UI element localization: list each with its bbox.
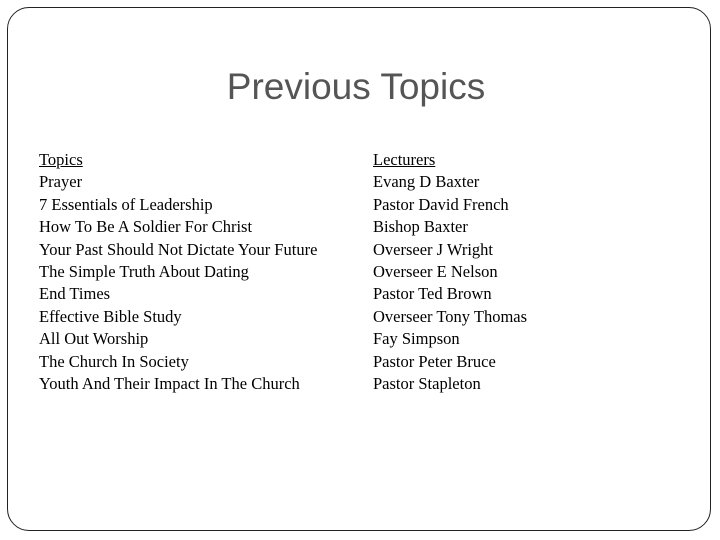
topic-item: End Times (39, 284, 111, 304)
topic-item: Effective Bible Study (39, 306, 182, 326)
topic-item: All Out Worship (39, 329, 149, 349)
topics-column (39, 149, 317, 395)
topic-item: The Simple Truth About Dating (39, 262, 249, 282)
lecturers-column (373, 149, 527, 395)
lecturer-item: Pastor Stapleton (373, 374, 481, 394)
topics-header: Topics (39, 150, 83, 169)
slide-title: Previous Topics (226, 66, 486, 107)
lecturer-item: Evang D Baxter (373, 172, 480, 192)
topic-item: The Church In Society (39, 351, 189, 371)
lecturer-item: Pastor Ted Brown (373, 284, 492, 304)
lecturer-item: Overseer J Wright (373, 239, 493, 259)
slide-frame (7, 7, 711, 531)
lecturer-item: Fay Simpson (373, 329, 460, 349)
lecturer-item: Pastor Peter Bruce (373, 351, 496, 371)
topic-item: 7 Essentials of Leadership (39, 194, 213, 214)
lecturer-item: Pastor David French (373, 194, 509, 214)
lecturer-item: Overseer E Nelson (373, 262, 498, 282)
topic-item: Prayer (39, 172, 83, 192)
lecturers-header: Lecturers (373, 150, 436, 169)
topic-item: Youth And Their Impact In The Church (39, 374, 300, 394)
lecturer-item: Overseer Tony Thomas (373, 306, 528, 326)
topic-item: How To Be A Soldier For Christ (39, 217, 253, 237)
topic-item: Your Past Should Not Dictate Your Future (39, 239, 318, 259)
lecturer-item: Bishop Baxter (373, 217, 468, 237)
